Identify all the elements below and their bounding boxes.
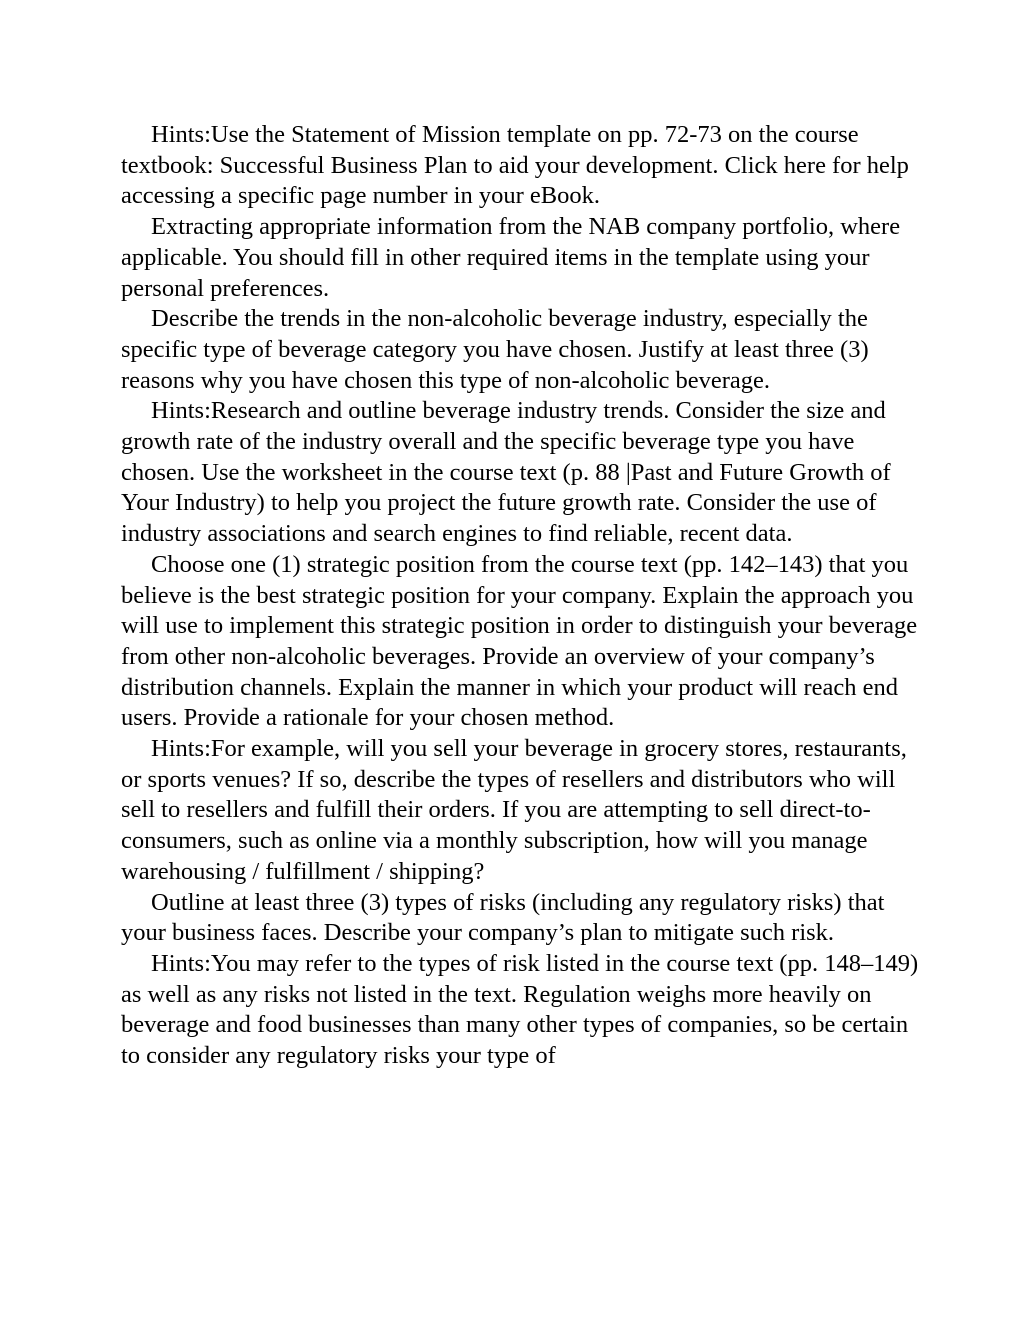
paragraph-trends-hints: Hints:Research and outline beverage industry trends. Consider the size and growth rate of the industry overall and the specific beverage type you have chosen. Use the worksheet in the course text (p. 88 |Past and Future Growth of Your Industry) to help you project the future growth rate. Consider the use of industry associations and search engines to find reliable, recent data. (121, 397, 891, 548)
paragraph-mission-hints: Hints:Use the Statement of Mission template on pp. 72-73 on the course textbook: Successful Business Plan to aid your development. Click here for help accessing a specific page number in your eBook. (121, 121, 909, 210)
paragraph-strategic-position: Choose one (1) strategic position from the course text (pp. 142–143) that you believe is the best strategic position for your company. Explain the approach you will use to implement this strategic position in order to distinguish your beverage from other non-alcoholic beverages. Provide an overview of your company’s distribution channels. Explain the manner in which your product will reach end users. Provide a rationale for your chosen method. (121, 550, 918, 732)
paragraph-nab-portfolio: Extracting appropriate information from the NAB company portfolio, where applicable. You should fill in other required items in the template using your personal preferences. (121, 213, 901, 302)
paragraph-risks: Outline at least three (3) types of risks (including any regulatory risks) that your business faces. Describe your company’s plan to mitigate such risk. (121, 888, 885, 947)
document-page (121, 120, 921, 1072)
paragraph-risk-hints: Hints:You may refer to the types of risk listed in the course text (pp. 148–149) as well as any risks not listed in the text. Regulation weighs more heavily on beverage and food businesses than many other types of companies, so be certain to consider any regulatory risks your type of (121, 949, 919, 1070)
paragraph-industry-trends: Describe the trends in the non-alcoholic beverage industry, especially the specific type of beverage category you have chosen. Justify at least three (3) reasons why you have chosen this type of non-alcoholic beverage. (121, 305, 869, 394)
paragraph-distribution-hints: Hints:For example, will you sell your beverage in grocery stores, restaurants, or sports venues? If so, describe the types of resellers and distributors who will sell to resellers and fulfill their orders. If you are attempting to sell direct-to-consumers, such as online via a monthly subscription, how will you manage warehousing / fulfillment / shipping? (121, 735, 907, 885)
